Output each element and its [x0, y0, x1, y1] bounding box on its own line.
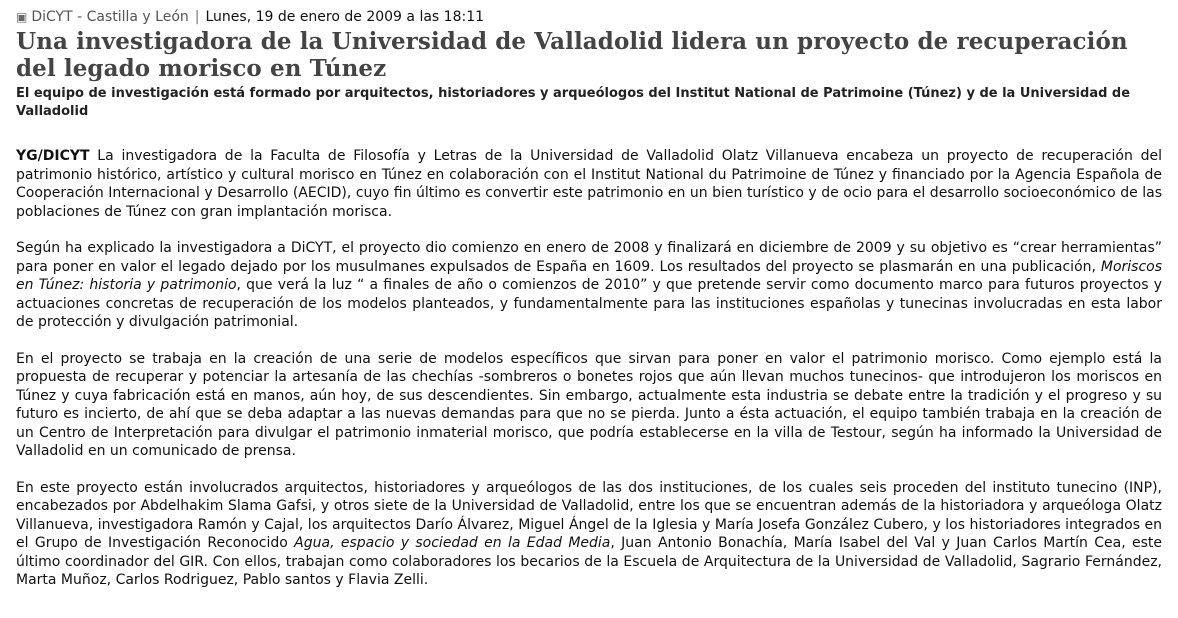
publish-date: Lunes, 19 de enero de 2009 a las 18:11	[205, 9, 485, 25]
source-label: DiCYT - Castilla y León	[31, 9, 189, 25]
article-title: Una investigadora de la Universidad de Valladolid lidera un proyecto de recuperación del legado morisco en Túnez	[16, 28, 1128, 82]
paragraph-1-text: La investigadora de la Faculta de Filosofía y Letras de la Universidad de Valladolid Olatz Villanueva encabeza un proyecto de recuperación del patrimonio histórico, artístico y cultural morisco en Túnez en colaboración con el Institut National du Patrimoine de Túnez y financiado por la Agencia Española de Cooperación Internacional y Desarrollo (AECID), cuyo fin último es convertir este patrimonio en un bien turístico y de ocio para el desarrollo socioeconómico de las poblaciones de Túnez con gran implantación morisca.	[16, 148, 1162, 220]
publication-title: Moriscos en Túnez: historia y patrimonio	[16, 258, 1162, 293]
paragraph-2	[16, 239, 1162, 332]
meta-separator: |	[194, 9, 200, 25]
paragraph-4	[16, 479, 1162, 590]
paragraph-3: En el proyecto se trabaja en la creación de una serie de modelos específicos que sirvan para poner en valor el patrimonio morisco. Como ejemplo está la propuesta de recuperar y potenciar la artesanía de las chechías -sombreros o bonetes rojos que aún llevan muchos tunecinos- que introdujeron los moriscos en Túnez y cuya fabricación está en manos, aún hoy, de sus descendientes. Sin embargo, actualmente esta industria se debate entre la tradición y el progreso y su futuro es incierto, de ahí que se deba adaptar a las nuevas demandas para que no se pierda. Junto a ésta actuación, el equipo también trabaja en la creación de un Centro de Interpretación para divulgar el patrimonio inmaterial morisco, que podría establecerse en la villa de Testour, según ha informado la Universidad de Valladolid en un comunicado de prensa.	[16, 350, 1162, 459]
article-subtitle: El equipo de investigación está formado por arquitectos, historiadores y arqueólogos del Institut National de Patrimoine (Túnez) y de la Universidad de Valladolid	[16, 86, 1131, 119]
byline: YG/DICYT	[16, 148, 90, 164]
paragraph-2-text-a: Según ha explicado la investigadora a DiCYT, el proyecto dio comienzo en enero de 2008 y finalizará en diciembre de 2009 y su objetivo es “crear herramientas” para poner en valor el legado dejado por los musulmanes expulsados de España en 1609. Los resultados del proyecto se plasmarán en una publicación,	[16, 240, 1162, 275]
article-meta	[16, 8, 1162, 26]
paragraph-1	[16, 147, 1162, 221]
document-icon: ▣	[16, 10, 28, 24]
paragraph-2-text-b: , que verá la luz “ a finales de año o comienzos de 2010” y que pretende servir como documento marco para futuros proyectos y actuaciones concretas de recuperación de los modelos planteados, y fundamentalmente para las instituciones españolas y tunecinas involucradas en esta labor de protección y divulgación patrimonial.	[16, 277, 1162, 330]
research-group-title: Agua, espacio y sociedad en la Edad Media	[294, 535, 611, 551]
article-page	[16, 8, 1162, 608]
paragraph-4-text-a: En este proyecto están involucrados arquitectos, historiadores y arqueólogos de las dos instituciones, de los cuales seis proceden del instituto tunecino (INP), encabezados por Abdelhakim Slama Gafsi, y otros siete de la Universidad de Valladolid, entre los que se encuentran además de la historiadora y arqueóloga Olatz Villanueva, investigadora Ramón y Cajal, los arquitectos Darío Álvarez, Miguel Ángel de la Iglesia y María Josefa González Cubero, y los historiadores integrados en el Grupo de Investigación Reconocido	[16, 479, 1162, 551]
paragraph-4-text-b: , Juan Antonio Bonachía, María Isabel del Val y Juan Carlos Martín Cea, este último coordinador del GIR. Con ellos, trabajan como colaboradores los becarios de la Escuela de Arquitectura de la Universidad de Valladolid, Sagrario Fernández, Marta Muñoz, Carlos Rodriguez, Pablo santos y Flavia Zelli.	[16, 535, 1162, 588]
article-body	[16, 147, 1162, 590]
